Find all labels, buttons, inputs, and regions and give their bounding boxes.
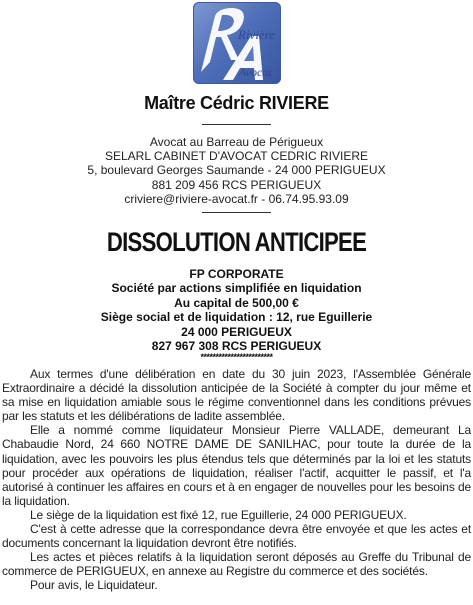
company-capital: Au capital de 500,00 € bbox=[174, 295, 299, 310]
info-line: SELARL CABINET D'AVOCAT CEDRIC RIVIERE bbox=[104, 149, 369, 164]
info-line: Avocat au Barreau de Périgueux bbox=[149, 135, 324, 149]
logo-line1: Rivière bbox=[238, 27, 276, 42]
body-paragraph: Les actes et pièces relatifs à la liquidation seront déposés au Greffe du Tribunal de commerce de PERIGUEUX, en annexe au Registre du commerce et des sociétés. bbox=[2, 550, 471, 579]
body-paragraph: Elle a nommé comme liquidateur Monsieur Pierre VALLADE, demeurant La Chabaudie Nord, 24 660 NOTRE DAME DE SANILHAC, pour toute la durée de la liquidation, avec les pouvoirs les plus étendus tels que déterminés par la loi et les statuts pour procéder aux opérations de liquidation, réaliser l'actif, acquitter le passif, et l'a autorisé à continuer les affaires en cours et à en engager de nouvelles pour les besoins de la liquidation. bbox=[2, 423, 471, 508]
info-line: 881 209 456 RCS PERIGUEUX bbox=[151, 177, 322, 192]
body-paragraph: C'est à cette adresse que la correspondance devra être envoyée et que les actes et documents concernant la liquidation devront être notifiés. bbox=[2, 522, 471, 551]
lawyer-name: Maître Cédric RIVIERE bbox=[144, 93, 329, 113]
company-name: FP CORPORATE bbox=[189, 267, 284, 281]
divider bbox=[202, 212, 271, 213]
signature-line: Pour avis, le Liquidateur. bbox=[30, 578, 158, 593]
notice-title: DISSOLUTION ANTICIPEE bbox=[106, 227, 367, 257]
company-address: Siège social et de liquidation : 12, rue Eguillerie bbox=[100, 310, 373, 325]
info-line: 5, boulevard Georges Saumande - 24 000 PERIGUEUX bbox=[87, 163, 386, 178]
company-form: Société par actions simplifiée en liquidation bbox=[111, 281, 362, 296]
stars-separator: ************************ bbox=[200, 352, 273, 363]
riviere-avocat-logo bbox=[193, 2, 281, 84]
contact-line: criviere@riviere-avocat.fr - 06.74.95.93.09 bbox=[124, 191, 349, 206]
lawyer-info bbox=[0, 135, 473, 206]
logo-mark bbox=[193, 2, 281, 84]
company-city: 24 000 PERIGUEUX bbox=[181, 324, 292, 339]
logo-line2: Avocat bbox=[239, 65, 272, 79]
company-rcs: 827 967 308 RCS PERIGUEUX bbox=[151, 339, 322, 354]
notice-body bbox=[2, 367, 471, 593]
body-paragraph: Aux termes d'une délibération en date du 30 juin 2023, l'Assemblée Générale Extraordinaire a décidé la dissolution anticipée de la Société à compter du jour même et sa mise en liquidation amiable sous le régime conventionnel dans les conditions prévues par les statuts et les délibérations de ladite assemblée. bbox=[2, 367, 471, 424]
company-block bbox=[0, 267, 473, 362]
divider bbox=[202, 124, 271, 125]
body-paragraph: Le siège de la liquidation est fixé 12, rue Eguillerie, 24 000 PERIGUEUX. bbox=[30, 507, 407, 522]
